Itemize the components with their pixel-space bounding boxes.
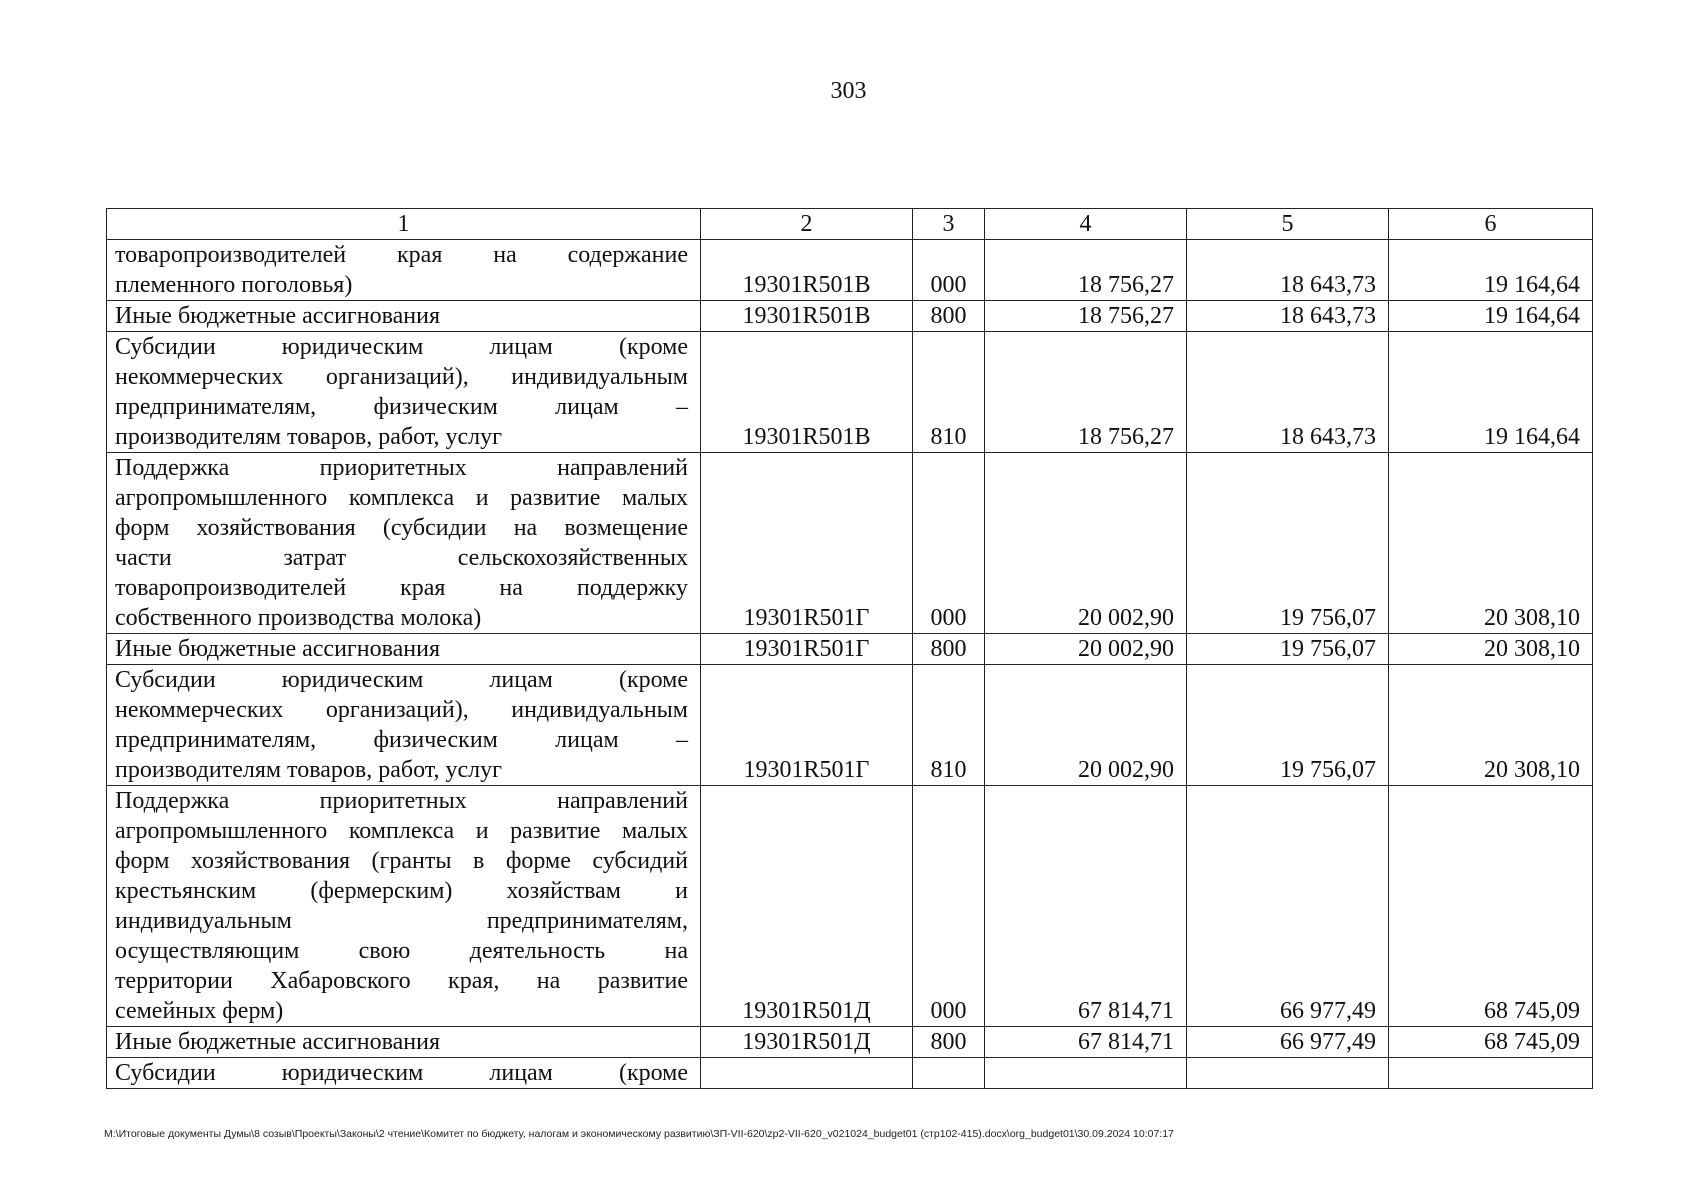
row-value-col5: 18 643,73 [1187,301,1389,332]
description-line: производителям товаров, работ, услуг [115,424,502,450]
description-line: форм хозяйствования (гранты в форме субсидий [115,848,688,874]
row-value-col4: 67 814,71 [985,1027,1187,1058]
row-description [107,634,701,665]
row-value-col4: 18 756,27 [985,332,1187,453]
header-col-6: 6 [1389,209,1593,240]
description-line: семейных ферм) [115,998,284,1024]
row-expense-type [913,1058,985,1089]
description-line: производителям товаров, работ, услуг [115,757,502,783]
row-value-col4: 20 002,90 [985,453,1187,634]
header-col-2: 2 [701,209,913,240]
description-line: товаропроизводителей края на поддержку [115,575,688,601]
description-line: агропромышленного комплекса и развитие малых [115,485,688,511]
row-value-col4 [985,1058,1187,1089]
table-row [107,301,1593,332]
table-row [107,240,1593,301]
budget-table [106,208,1593,1089]
row-code: 19301R501В [701,240,913,301]
description-line: собственного производства молока) [115,605,482,631]
row-code: 19301R501Д [701,1027,913,1058]
table-row [107,332,1593,453]
row-code: 19301R501Г [701,665,913,786]
row-expense-type: 800 [913,1027,985,1058]
row-value-col4: 20 002,90 [985,665,1187,786]
table-row [107,665,1593,786]
description-line: племенного поголовья) [115,272,353,298]
row-description [107,240,701,301]
row-code [701,1058,913,1089]
description-line: Поддержка приоритетных направлений [115,788,688,814]
table-header-row [107,209,1593,240]
row-description [107,665,701,786]
description-line: осуществляющим свою деятельность на [115,938,688,964]
row-value-col5: 19 756,07 [1187,634,1389,665]
row-value-col4: 18 756,27 [985,301,1187,332]
row-value-col5: 19 756,07 [1187,665,1389,786]
row-value-col6: 68 745,09 [1389,786,1593,1027]
row-value-col4: 67 814,71 [985,786,1187,1027]
row-code: 19301R501Г [701,453,913,634]
description-line: форм хозяйствования (субсидии на возмещение [115,515,688,541]
footer-file-path: М:\Итоговые документы Думы\8 созыв\Проекты\Законы\2 чтение\Комитет по бюджету, налогам и экономическому развитию\ЗП-VII-620\zp2-VII-620_v021024_budget01 (стр102-415).docx\org_budget01\30.09.2024 10:07:17 [104,1128,1174,1140]
row-value-col4: 18 756,27 [985,240,1187,301]
row-expense-type: 810 [913,665,985,786]
description-line: части затрат сельскохозяйственных [115,545,688,571]
description-line: индивидуальным предпринимателям, [115,908,688,934]
description-line: крестьянским (фермерским) хозяйствам и [115,878,688,904]
row-description [107,1058,701,1089]
row-value-col6 [1389,1058,1593,1089]
row-value-col6: 19 164,64 [1389,240,1593,301]
header-col-5: 5 [1187,209,1389,240]
row-description [107,453,701,634]
row-description [107,786,701,1027]
description-line: предпринимателям, физическим лицам – [115,394,688,420]
row-description [107,1027,701,1058]
row-value-col6: 19 164,64 [1389,332,1593,453]
table-row [107,634,1593,665]
description-line: Субсидии юридическим лицам (кроме [115,667,688,693]
row-value-col4: 20 002,90 [985,634,1187,665]
description-line: территории Хабаровского края, на развитие [115,968,688,994]
row-code: 19301R501В [701,332,913,453]
description-line: Иные бюджетные ассигнования [115,303,440,329]
row-value-col6: 20 308,10 [1389,665,1593,786]
row-value-col5 [1187,1058,1389,1089]
row-expense-type: 810 [913,332,985,453]
table-row [107,1027,1593,1058]
row-code: 19301R501В [701,301,913,332]
description-line: Иные бюджетные ассигнования [115,1029,440,1055]
row-value-col5: 18 643,73 [1187,332,1389,453]
table-body [107,209,1593,1089]
row-expense-type: 000 [913,453,985,634]
row-expense-type: 800 [913,634,985,665]
description-line: некоммерческих организаций), индивидуальным [115,697,688,723]
row-value-col6: 20 308,10 [1389,453,1593,634]
row-value-col5: 66 977,49 [1187,1027,1389,1058]
row-value-col6: 19 164,64 [1389,301,1593,332]
header-col-3: 3 [913,209,985,240]
row-code: 19301R501Г [701,634,913,665]
row-expense-type: 800 [913,301,985,332]
table-row [107,453,1593,634]
table-row [107,786,1593,1027]
header-col-4: 4 [985,209,1187,240]
row-description [107,301,701,332]
row-value-col6: 68 745,09 [1389,1027,1593,1058]
row-value-col6: 20 308,10 [1389,634,1593,665]
row-expense-type: 000 [913,786,985,1027]
description-line: Субсидии юридическим лицам (кроме [115,1060,688,1086]
row-value-col5: 19 756,07 [1187,453,1389,634]
row-description [107,332,701,453]
page-number: 303 [830,78,867,104]
description-line: предпринимателям, физическим лицам – [115,727,688,753]
description-line: товаропроизводителей края на содержание [115,242,688,268]
description-line: Поддержка приоритетных направлений [115,455,688,481]
row-value-col5: 66 977,49 [1187,786,1389,1027]
header-col-1: 1 [107,209,701,240]
description-line: Субсидии юридическим лицам (кроме [115,334,688,360]
table-row [107,1058,1593,1089]
row-value-col5: 18 643,73 [1187,240,1389,301]
description-line: агропромышленного комплекса и развитие малых [115,818,688,844]
row-expense-type: 000 [913,240,985,301]
row-code: 19301R501Д [701,786,913,1027]
description-line: Иные бюджетные ассигнования [115,636,440,662]
description-line: некоммерческих организаций), индивидуальным [115,364,688,390]
